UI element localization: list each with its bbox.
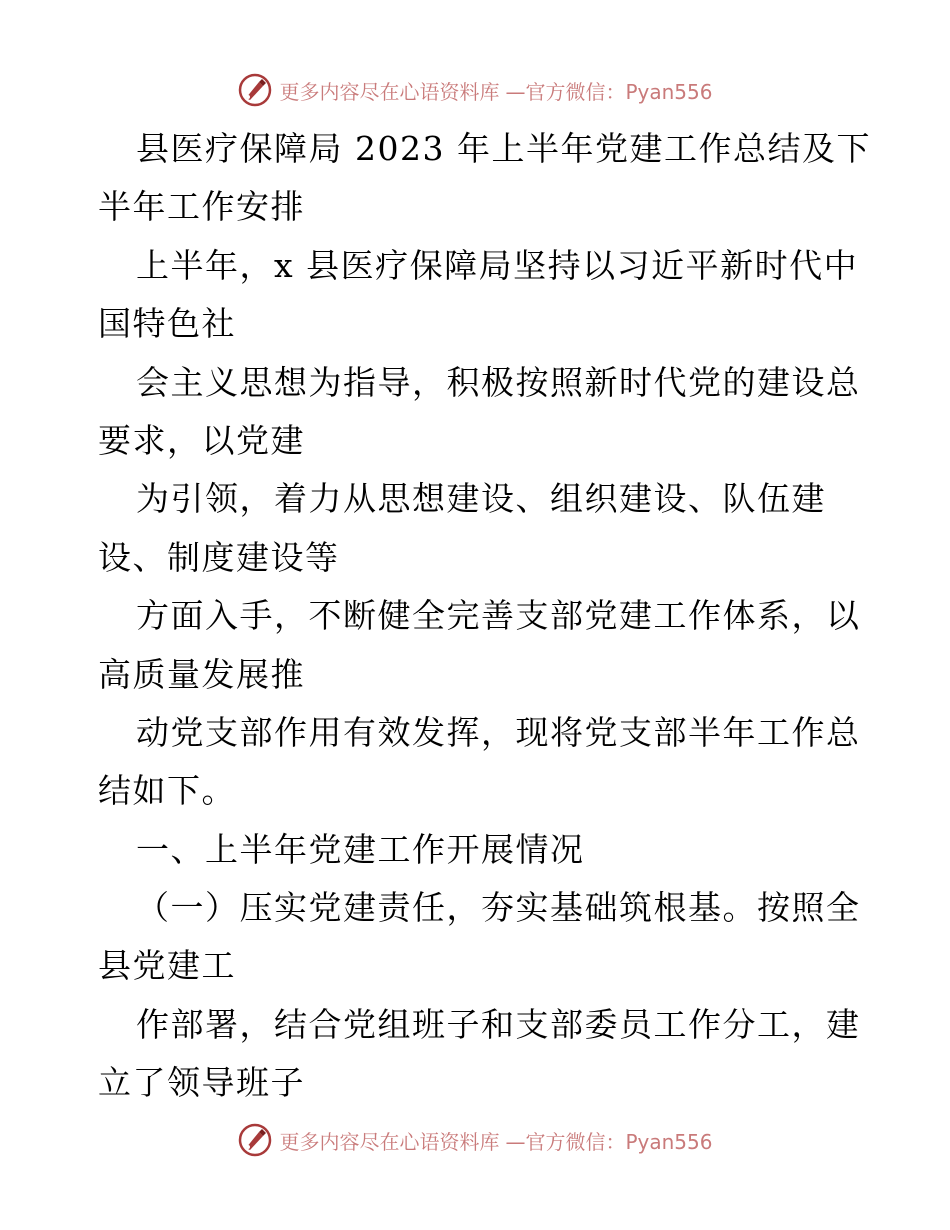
- document-line: 县党建工: [98, 946, 236, 986]
- document-line: 会主义思想为指导，积极按照新时代党的建设总: [136, 362, 861, 402]
- document-line: 为引领，着力从思想建设、组织建设、队伍建: [136, 479, 826, 519]
- document-line: 方面入手，不断健全完善支部党建工作体系，以: [136, 596, 861, 636]
- footer-watermark-banner: [0, 1118, 950, 1162]
- banner-wechat-text: —官方微信：Pyan556: [505, 79, 713, 104]
- document-line: 作部署，结合党组班子和支部委员工作分工，建: [136, 1004, 861, 1044]
- document-line: 要求，以党建: [98, 420, 305, 460]
- document-line: 一、上半年党建工作开展情况: [136, 829, 585, 869]
- banner-main-text: 更多内容尽在心语资料库: [279, 79, 500, 104]
- pen-seal-icon: [237, 1122, 273, 1158]
- document-body: [98, 120, 871, 1113]
- document-line: 高质量发展推: [98, 654, 305, 694]
- header-watermark-banner: [0, 68, 950, 112]
- document-line: 设、制度建设等: [98, 537, 340, 577]
- document-line: 国特色社: [98, 304, 236, 344]
- document-line: 立了领导班子: [98, 1063, 305, 1103]
- document-line: 上半年，x 县医疗保障局坚持以习近平新时代中: [136, 245, 859, 285]
- banner-main-text: 更多内容尽在心语资料库: [279, 1129, 500, 1154]
- document-line: 动党支部作用有效发挥，现将党支部半年工作总: [136, 712, 861, 752]
- banner-wechat-text: —官方微信：Pyan556: [505, 1129, 713, 1154]
- document-line: 结如下。: [98, 771, 236, 811]
- document-line: 县医疗保障局 2023 年上半年党建工作总结及下: [136, 129, 871, 168]
- document-line: （一）压实党建责任，夯实基础筑根基。按照全: [136, 888, 861, 928]
- pen-seal-icon: [237, 72, 273, 108]
- document-line: 半年工作安排: [98, 187, 305, 227]
